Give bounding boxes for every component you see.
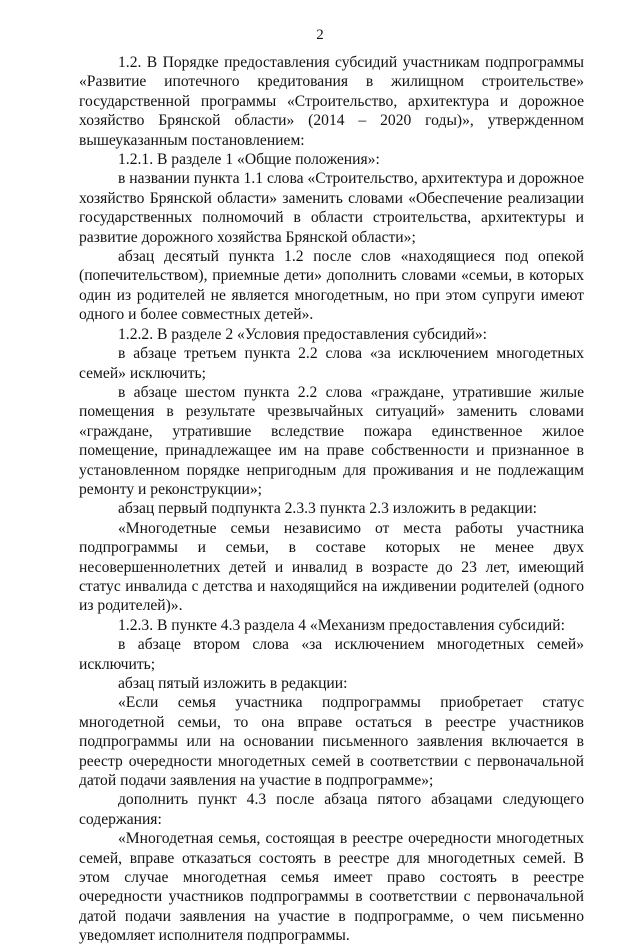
paragraph-item-1-1-title: в названии пункта 1.1 слова «Строительство, архитектура и дорожное хозяйство Брянской области» заменить словами «Обеспечение реализации государственных полномочий в области строительства, архитектуры и развитие дорожного хозяйства Брянской области»; xyxy=(79,170,584,246)
paragraph-item-2-3-3-intro: абзац первый подпункта 2.3.3 пункта 2.3 изложить в редакции: xyxy=(118,500,538,518)
paragraph-item-2-2-third: в абзаце третьем пункта 2.2 слова «за исключением многодетных семей» исключить; xyxy=(79,345,584,382)
paragraph-item-1-2-tenth: абзац десятый пункта 1.2 после слов «находящиеся под опекой (попечительством), приемные дети» дополнить словами «семьи, в которых один из родителей не является многодетным, но при этом супруги имеют одного и более совместных детей». xyxy=(79,248,584,324)
page-number: 2 xyxy=(316,27,324,43)
paragraph-1-2-1: 1.2.1. В разделе 1 «Общие положения»: xyxy=(118,151,380,169)
paragraph-item-2-2-sixth: в абзаце шестом пункта 2.2 слова «граждане, утратившие жилые помещения в результате чрезвычайных ситуаций» заменить словами «граждане, утратившие вследствие пожара единственное жилое помещение, принадлежащее им на праве собственности и признанное в установленном порядке непригодным для проживания и не подлежащим ремонту и реконструкции»; xyxy=(79,383,584,498)
paragraph-1-2-3: 1.2.3. В пункте 4.3 раздела 4 «Механизм предоставления субсидий: xyxy=(118,616,565,634)
paragraph-item-4-3-second: в абзаце втором слова «за исключением многодетных семей» исключить; xyxy=(79,636,584,673)
paragraph-item-4-3-addition-intro: дополнить пункт 4.3 после абзаца пятого абзацами следующего содержания: xyxy=(79,791,584,828)
paragraph-1-2-2: 1.2.2. В разделе 2 «Условия предоставления субсидий»: xyxy=(118,325,487,343)
paragraph-item-4-3-fifth-text: «Если семья участника подпрограммы приобретает статус многодетной семьи, то она вправе остаться в реестре участников подпрограммы или на основании письменного заявления включается в реестр очередности многодетных семей в соответствии с первоначальной датой подачи заявления на участие в подпрограмме»; xyxy=(79,694,584,790)
paragraph-item-4-3-fifth-intro: абзац пятый изложить в редакции: xyxy=(118,675,348,692)
paragraph-item-4-3-addition-text: «Многодетная семья, состоящая в реестре очередности многодетных семей, вправе отказаться состоять в реестре для многодетных семей. В этом случае многодетная семья имеет право состоять в реестре очередности участников подпрограммы в соответствии с первоначальной датой подачи заявления на участие в подпрограмме, о чем письменно уведомляет исполнителя подпрограммы. xyxy=(79,830,584,945)
paragraph-item-2-3-3-text: «Многодетные семьи независимо от места работы участника подпрограммы и семьи, в составе которых не менее двух несовершеннолетних детей и инвалид в возрасте до 23 лет, имеющий статус инвалида с детства и находящийся на иждивении родителей (одного из родителей)». xyxy=(79,519,584,615)
paragraph-1-2: 1.2. В Порядке предоставления субсидий участникам подпрограммы «Развитие ипотечного кредитования в жилищном строительстве» государственной программы «Строительство, архитектура и дорожное хозяйство Брянской области» (2014 – 2020 годы)», утвержденном вышеуказанным постановлением: xyxy=(79,54,584,149)
document-body xyxy=(79,53,584,946)
